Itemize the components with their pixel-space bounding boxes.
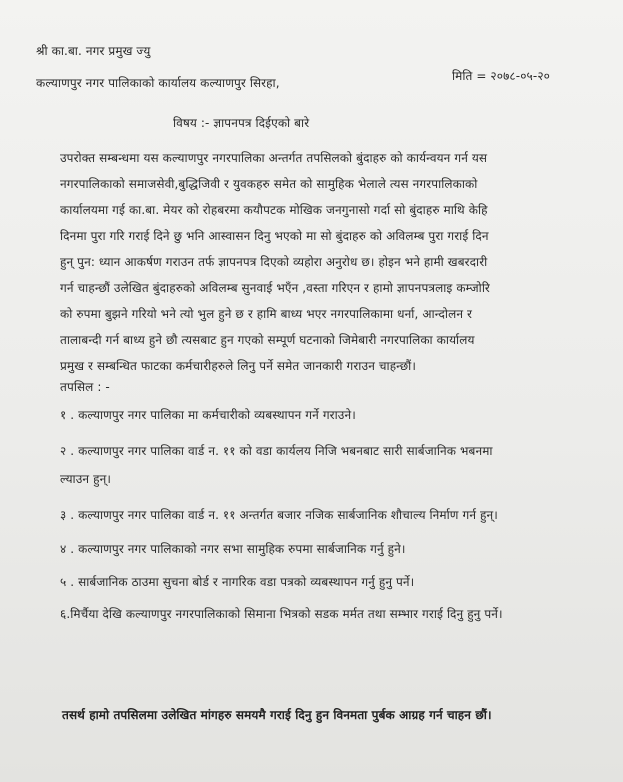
body-line: तालाबन्दी गर्न बाध्य हुने छौ त्यसबाट हुन गएको सम्पूर्ण घटनाको जिमेबारी नगरपालिका कार्यालय — [60, 333, 475, 347]
list-item: ६.मिर्चैया देखि कल्याणपुर नगरपालिकाको सिमाना भित्रको सडक मर्मत तथा सम्भार गराई दिनु हुनु पर्ने। — [60, 607, 503, 621]
body-line: नगरपालिकाको समाजसेवी,बुद्धिजिवी र युवकहरु समेत को सामुहिक भेलाले त्यस नगरपालिकाको — [60, 177, 478, 191]
body-line: दिनमा पुरा गरि गराई दिने छु भनि आस्वासन दिनु भएको मा सो बुंदाहरु को अविलम्ब पुरा गराई दिन — [60, 229, 489, 243]
list-item: ल्याउन हुन्। — [60, 472, 111, 486]
tapsil-heading: तपसिल : - — [60, 380, 110, 394]
body-line: उपरोक्त सम्बन्धमा यस कल्याणपुर नगरपालिका अन्तर्गत तपसिलको बुंदाहरु को कार्यन्वयन गर्न यस — [60, 151, 488, 165]
body-line: प्रमुख र सम्बन्धित फाटका कर्मचारीहरुले लिनु पर्ने समेत जानकारी गराउन चाहन्छौं। — [60, 359, 416, 373]
body-line: को रुपमा बुझने गरियो भने त्यो भुल हुने छ र हामि बाध्य भएर नगरपालिकामा धर्ना, आन्दोलन र — [60, 307, 473, 321]
list-item: १ . कल्याणपुर नगर पालिका मा कर्मचारीको व्यबस्थापन गर्ने गराउने। — [60, 408, 356, 422]
subject-line: विषय :- ज्ञापनपत्र दिईएको बारे — [173, 116, 310, 130]
office-line: कल्याणपुर नगर पालिकाको कार्यालय कल्याणपुर सिरहा, — [36, 76, 280, 90]
date-line: मिति = २०७८-०५-२० — [452, 69, 550, 83]
list-item: ४ . कल्याणपुर नगर पालिकाको नगर सभा सामुहिक रुपमा सार्बजानिक गर्नु हुने। — [60, 542, 406, 556]
list-item: २ . कल्याणपुर नगर पालिका वार्ड न. ११ को वडा कार्यलय निजि भबनबाट सारी सार्बजानिक भबनमा — [60, 444, 493, 458]
list-item: ३ . कल्याणपुर नगर पालिका वार्ड न. ११ अन्तर्गत बजार नजिक सार्बजानिक शौचाल्य निर्माण गर्न हुन्। — [60, 508, 498, 522]
body-line: हुन् पुन: ध्यान आकर्षण गराउन तर्फ ज्ञापनपत्र दिएको व्यहोरा अनुरोध छ। होइन भने हामी खबरदारी — [60, 255, 488, 269]
list-item: ५ . सार्बजानिक ठाउमा सुचना बोर्ड र नागरिक वडा पत्रको व्यबस्थापन गर्नु हुनु पर्ने। — [60, 575, 415, 589]
body-line: कार्यालयमा गई का.बा. मेयर को रोहबरमा कयौपटक मोखिक जनगुनासो गर्दा सो बुंदाहरु माथि केहि — [60, 203, 488, 217]
closing-line: तसर्थ हामो तपसिलमा उलेखित मांगहरु समयमै गराई दिनु हुन विनमता पुर्बक आग्रह गर्न चाहन छौं। — [62, 708, 492, 722]
body-line: गर्न चाहन्छौं उलेखित बुंदाहरुको अविलम्ब सुनवाई भएँन ,वस्ता गरिएन र हामो ज्ञापनपत्रलाइ कम्जोरि — [60, 281, 490, 295]
recipient-line: श्री का.बा. नगर प्रमुख ज्यु — [36, 44, 151, 58]
